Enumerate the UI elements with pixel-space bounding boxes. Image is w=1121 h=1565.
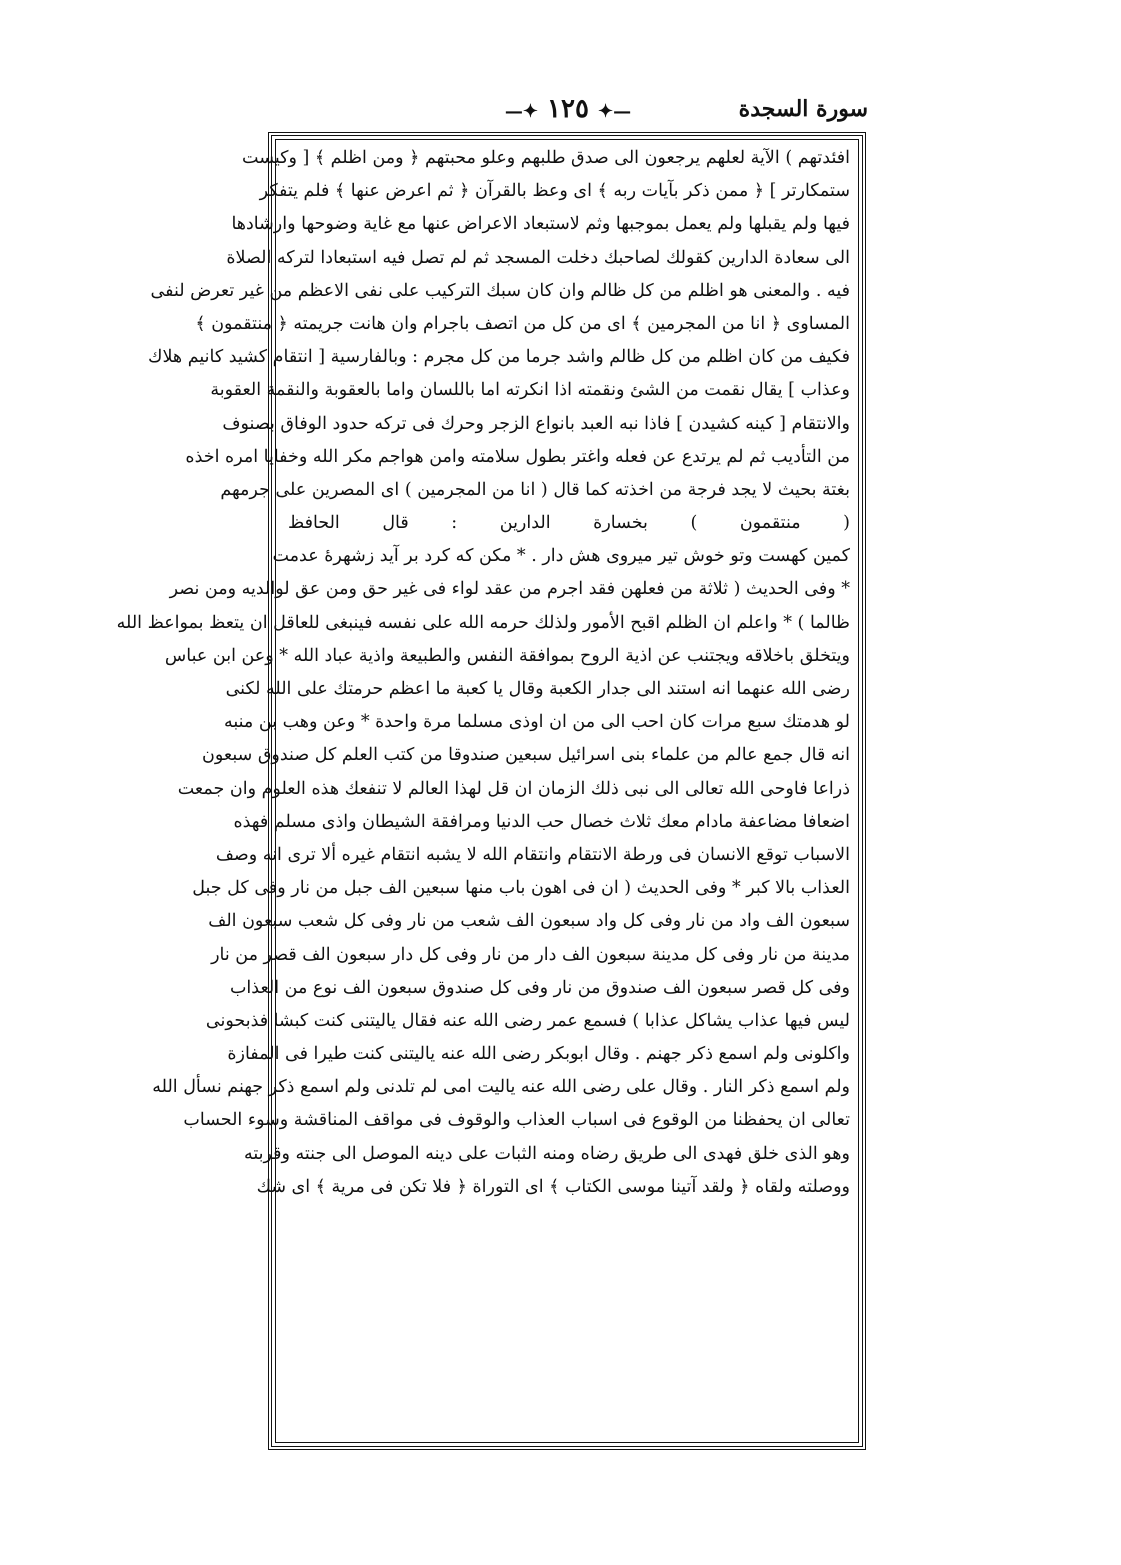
text-line: فيه . والمعنى هو اظلم من كل ظالم وان كان سبك التركيب على نفى الاعظم من غير تعرض لنفى bbox=[150, 280, 850, 301]
text-line: وعذاب ] يقال نقمت من الشئ ونقمته اذا انكرته اما باللسان واما بالعقوبة والنقمة العقوبة bbox=[210, 380, 850, 401]
text-line: من التأديب ثم لم يرتدع عن فعله واغتر بطول سلامته وامن هواجم مكر الله وخفايا امره اخذه bbox=[185, 446, 850, 467]
text-line: وهو الذى خلق فهدى الى طريق رضاه ومنه الثبات على دينه الموصل الى جنته وقربته bbox=[243, 1143, 850, 1164]
text-line: ذراعا فاوحى الله تعالى الى نبى ذلك الزمان ان قل لهذا العالم لا تنفعك هذه العلوم وان جمعت bbox=[177, 778, 850, 799]
text-line: ظالما ) * واعلم ان الظلم اقبح الأمور ولذلك حرمه الله على نفسه فينبغى للعاقل ان يتعظ بمواعظ الله bbox=[116, 612, 850, 633]
ornament-left-icon: —✦ bbox=[504, 101, 538, 122]
text-line: ( منتقمون ) بخسارة الدارين : قال الحافظ bbox=[288, 513, 850, 534]
page-header bbox=[268, 92, 868, 132]
ornament-right-icon: ✦— bbox=[598, 101, 632, 122]
text-line: افئدتهم ) الآية لعلهم يرجعون الى صدق طلبهم وعلو محبتهم ﴿ ومن اظلم ﴾ [ وكيست bbox=[242, 148, 850, 168]
text-line: كمين كهست وتو خوش تير ميروى هش دار . * مكن كه كرد بر آيد زشهرهٔ عدمت bbox=[272, 546, 850, 567]
text-line: ستمكارتر ] ﴿ ممن ذكر بآيات ربه ﴾ اى وعظ بالقرآن ﴿ ثم اعرض عنها ﴾ فلم يتفكر bbox=[259, 181, 850, 202]
text-line: ووصلته ولقاه ﴿ ولقد آتينا موسى الكتاب ﴾ اى التوراة ﴿ فلا تكن فى مرية ﴾ اى شك bbox=[256, 1176, 850, 1197]
text-line: سبعون الف واد من نار وفى كل واد سبعون الف شعب من نار وفى كل شعب سبعون الف bbox=[208, 911, 850, 932]
text-line: لو هدمتك سبع مرات كان احب الى من ان اوذى مسلما مرة واحدة * وعن وهب بن منبه bbox=[223, 712, 850, 733]
text-line: المساوى ﴿ انا من المجرمين ﴾ اى من كل من اتصف باجرام وان هانت جريمته ﴿ منتقمون ﴾ bbox=[195, 313, 850, 334]
text-line: رضى الله عنهما انه استند الى جدار الكعبة وقال يا كعبة ما اعظم حرمتك على الله لكنى bbox=[225, 679, 850, 699]
page-number: ١٢٥ bbox=[547, 94, 589, 124]
text-line: ولم اسمع ذكر النار . وقال على رضى الله عنه ياليت امى لم تلدنى ولم اسمع ذكر جهنم نسأل الله bbox=[152, 1077, 850, 1098]
text-line: فيها ولم يقبلها ولم يعمل بموجبها وثم لاستبعاد الاعراض عنها مع غاية وضوحها وارشادها bbox=[231, 214, 850, 235]
text-line: الى سعادة الدارين كقولك لصاحبك دخلت المسجد ثم لم تصل فيه استبعادا لتركه الصلاة bbox=[226, 247, 850, 268]
text-line: وفى كل قصر سبعون الف صندوق من نار وفى كل صندوق سبعون الف نوع من العذاب bbox=[229, 977, 850, 998]
page-number-block bbox=[268, 94, 868, 124]
text-line: اضعافا مضاعفة مادام معك ثلاث خصال حب الدنيا ومرافقة الشيطان واذى مسلم فهذه bbox=[233, 811, 850, 832]
surah-title: سورة السجدة bbox=[738, 96, 868, 122]
text-line: العذاب بالا كبر * وفى الحديث ( ان فى اهون باب منها سبعين الف جبل من نار وفى كل جبل bbox=[192, 878, 850, 899]
body-text bbox=[116, 142, 850, 1204]
text-line: بغتة بحيث لا يجد فرجة من اخذته كما قال ( انا من المجرمين ) اى المصرين على جرمهم bbox=[220, 479, 850, 500]
text-line: ويتخلق باخلاقه ويجتنب عن اذية الروح بموافقة النفس والطبيعة واذية عباد الله * وعن ابن عباس bbox=[164, 645, 850, 666]
text-line: انه قال جمع عالم من علماء بنى اسرائيل سبعين صندوقا من كتب العلم كل صندوق سبعون bbox=[201, 745, 850, 766]
text-line: والانتقام [ كينه كشيدن ] فاذا نبه العبد بانواع الزجر وحرك فى تركه حدود الوفاق بصنوف bbox=[222, 413, 850, 434]
text-line: واكلونى ولم اسمع ذكر جهنم . وقال ابوبكر رضى الله عنه ياليتنى كنت طيرا فى المفازة bbox=[227, 1044, 850, 1065]
text-line: الاسباب توقع الانسان فى ورطة الانتقام وانتقام الله لا يشبه انتقام غيره ألا ترى انه وصف bbox=[215, 844, 850, 865]
text-line: ليس فيها عذاب يشاكل عذابا ) فسمع عمر رضى الله عنه فقال ياليتنى كنت كبشا فذبحونى bbox=[205, 1010, 850, 1031]
text-frame bbox=[116, 132, 866, 1450]
text-line: مدينة من نار وفى كل مدينة سبعون الف دار من نار وفى كل دار سبعون الف قصر من نار bbox=[211, 944, 850, 965]
text-line: * وفى الحديث ( ثلاثة من فعلهن فقد اجرم من عقد لواء فى غير حق ومن عق لوالديه ومن نصر bbox=[169, 579, 850, 600]
text-line: فكيف من كان اظلم من كل ظالم واشد جرما من كل مجرم : وبالفارسية [ انتقام كشيد كانيم هلاك bbox=[148, 347, 850, 368]
text-line: تعالى ان يحفظنا من الوقوع فى اسباب العذاب والوقوف فى مواقف المناقشة وسوء الحساب bbox=[183, 1110, 850, 1131]
